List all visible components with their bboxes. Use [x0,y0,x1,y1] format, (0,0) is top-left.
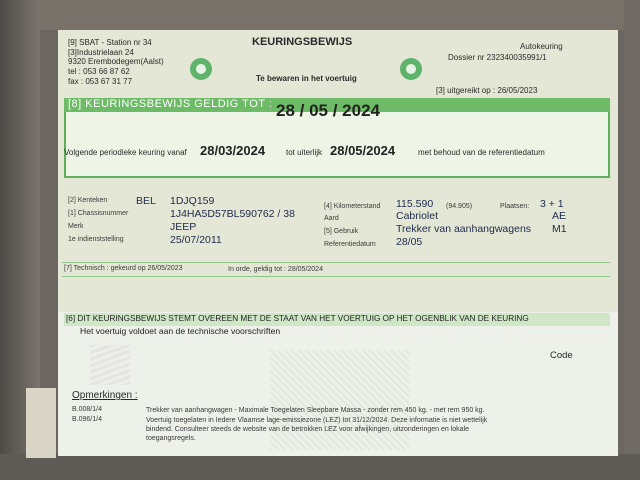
background-right [624,0,640,480]
seats-value: 3 + 1 [540,198,564,210]
dossier-number: Dossier nr 232340035991/1 [448,53,547,62]
technical-valid-until: In orde, geldig tot : 28/05/2024 [228,266,323,273]
vehicle-usage: Trekker van aanhangwagens [396,223,532,235]
conformity-statement: [6] DIT KEURINGSBEWIJS STEMT OVEREEN MET DE STAAT VAN HET VOERTUIG OP HET OGENBLIK VAN DE KEURING [66,314,529,323]
until-label: tot uiterlijk [286,148,323,157]
remark-code-1: B.008/1/4 [72,406,102,413]
issue-date: [3] uitgereikt op : 26/05/2023 [436,86,538,95]
vehicle-conforms: Het voertuig voldoet aan de technische voorschriften [80,326,281,336]
inspection-type: Autokeuring [520,42,563,51]
underlying-paper [26,388,56,458]
office-tel: tel : 053 66 87 62 [68,67,130,76]
divider-line-2 [62,276,610,277]
vin-number: 1J4HA5D57BL590762 / 38 [170,208,295,220]
reference-date: 28/05 [396,236,423,248]
body-type: Cabriolet [396,210,439,222]
office-line-1: [9] SBAT - Station nr 34 [68,38,152,47]
technical-check-date: [7] Technisch : gekeurd op 26/05/2023 [64,265,183,272]
odometer-value: 115.590 [396,198,434,210]
license-plate: 1DJQ159 [170,195,215,207]
next-inspection-from: 28/03/2024 [200,143,266,158]
watermark-seal [270,350,410,450]
remark-text-3: bindend. Consulteer steeds de website van de betrokken LEZ voor afwijkingen, uitzonderingen en lokale [146,426,469,433]
office-fax: fax : 053 67 31 77 [68,77,133,86]
plate-country: BEL [136,195,156,207]
remark-text-1: Trekker van aanhangwagen - Maximale Toegelaten Sleepbare Massa - zonder rem 450 kg. - met rem 950 kg. [146,407,485,414]
eye-logo-icon-right [400,58,422,80]
usage-label: [5] Gebruik [324,228,359,235]
make-label: Merk [68,223,84,230]
remark-text-4: toegangsregels. [146,435,196,442]
reference-note: met behoud van de referentiedatum [418,148,545,157]
validity-heading: [8] KEURINGSBEWIJS GELDIG TOT : [68,98,273,110]
background-bottom [0,454,640,480]
document-subtitle: Te bewaren in het voertuig [256,74,357,83]
remark-code-2: B.096/1/4 [72,416,102,423]
next-inspection-until: 28/05/2024 [330,143,396,158]
eye-logo-icon [190,58,212,80]
plate-label: [2] Kenteken [68,197,108,204]
vin-label: [1] Chassisnummer [68,210,129,217]
vehicle-make: JEEP [170,221,197,233]
divider-line [62,262,610,263]
odometer-previous: (94.905) [446,203,473,210]
office-line-2: [3]Industrielaan 24 [68,48,134,57]
seats-label: Plaatsen: [500,203,530,210]
category-code-2: M1 [552,223,567,235]
remarks-title: Opmerkingen : [72,390,138,401]
reference-date-label: Referentiedatum [324,241,376,248]
valid-until-date: 28 / 05 / 2024 [276,101,380,120]
first-registration-date: 25/07/2011 [170,234,222,246]
first-registration-label: 1e indienststelling [68,236,124,243]
category-code-1: AE [552,210,567,222]
remark-text-2: Voertuig toegelaten in Iedere Vlaamse lage-emissiezone (LEZ) tot 31/12/2024. Deze informatie is niet wettelijk [146,417,488,424]
next-inspection-label: Volgende periodieke keuring vanaf [64,148,187,157]
document-title: KEURINGSBEWIJS [252,36,353,48]
odometer-label: [4] Kilometerstand [324,203,381,210]
code-label: Code [550,350,573,361]
office-line-3: 9320 Erembodegem(Aalst) [68,57,164,66]
background-top [0,0,640,30]
body-type-label: Aard [324,215,339,222]
stamp-faint [90,345,130,385]
